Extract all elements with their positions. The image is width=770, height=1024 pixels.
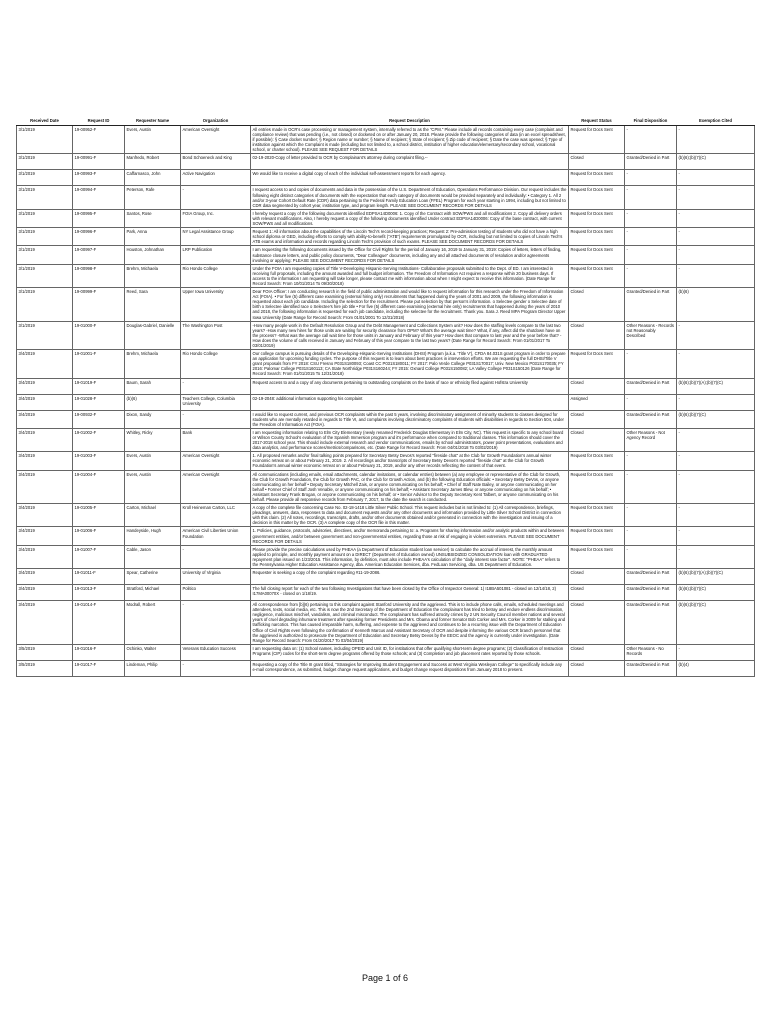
table-row <box>17 660 755 676</box>
cell-final-disposition: Granted/Denied in Part <box>625 569 677 585</box>
cell-requester-name: Handeyside, Hugh <box>125 527 181 545</box>
cell-request-status: Assigned <box>569 394 625 410</box>
table-row <box>17 170 755 186</box>
cell-request-id: 19-01006-F <box>73 527 125 545</box>
cell-request-description: Request 1: All information about the capabilities of the Lincoln Tech's record-keeping practices; Request 2: Pre-admission testing of students who did not have a high school diploma or GED, including efforts to comply with ability-to-benefit ("ATB") requirements promulgated by OCR, including but not limited to copies of Lincoln Tech's ATB exams and information and records regarding Lincoln Tech's provision of such exams. PLEASE SEE DOCUMENT RECORDS FOR DETAILS <box>251 228 569 246</box>
cell-requester-name: Houston, Johnathan <box>125 246 181 264</box>
cell-request-description: Our college campus is pursuing details of the Developing-Hispanic-Serving Institutions (DHSI) Program (a.k.a. 'Title V'), CFDA 84.031S grant program in order to prepare an application for upcoming funding cycles. The purpose of this request is to learn about best practices in intervention efforts. We are requesting the full DHSI/Title V grant proposals from FY 2018: CSU Fresno P031S180093; Coast CC P031S180011; FY 2017: Palo Verde College P031S170017; Univ. New Mexico P031S170035; FY 2016: Palomar College P031S160113; CA State Northridge P031S160244; FY 2015: Oxnard College P031S150082; LA Valley College P031S150126 (Date Range for Record Search: From 01/01/2015 To 12/31/2018) <box>251 350 569 378</box>
cell-exemption-cited: (b)(6) <box>677 288 755 322</box>
cell-organization: American Oversight <box>181 126 251 154</box>
cell-received-date: 3/4/2019 <box>17 452 73 470</box>
cell-requester-name: Spear, Catherine <box>125 569 181 585</box>
cell-received-date: 3/1/2019 <box>17 321 73 349</box>
cell-final-disposition: Granted/Denied in Part <box>625 410 677 428</box>
cell-requester-name: Santos, Rose <box>125 209 181 227</box>
cell-request-id: 19-01016-F <box>73 644 125 660</box>
cell-exemption-cited: - <box>677 264 755 287</box>
cell-organization: Veterans Education Success <box>181 644 251 660</box>
cell-final-disposition: Granted/Denied in Part <box>625 660 677 676</box>
cell-received-date: 3/1/2019 <box>17 209 73 227</box>
table-row <box>17 428 755 451</box>
cell-request-status: Request for Docs Sent <box>569 126 625 154</box>
cell-requester-name: Park, Anna <box>125 228 181 246</box>
cell-request-description: 02-19-2048: additional information supporting his complaint <box>251 394 569 410</box>
cell-received-date: 3/4/2019 <box>17 378 73 394</box>
col-final-disposition: Final Disposition <box>625 100 677 126</box>
cell-requester-name: Peterson, Rafe <box>125 186 181 209</box>
cell-organization: American Oversight <box>181 470 251 504</box>
cell-request-id: 19-01000-F <box>73 321 125 349</box>
cell-request-id: 19-00994-F <box>73 186 125 209</box>
cell-organization: The Washington Post <box>181 321 251 349</box>
cell-request-description: Please provide the precise calculations used by PHEAA (a Department of Education student loan servicer) to calculate the accrual of interest, the monthly amount applied to principle, and monthly payment amount on a DIRECT (Department of Education owned) UNSUBSIDIZED CONSOLIDATION loan with GRADUATED repayment plan issued on 1/23/2015. This information, by definition, must also include PHEAA's calculation of the "daily interest rate factor". NOTE: "PHEAA" refers to the Pennsylvania Higher Education Assistance Agency, dba. American Education Services, dba. FedLoan Servicing, dba. US Department of Education. <box>251 545 569 568</box>
cell-exemption-cited: - <box>677 428 755 451</box>
cell-final-disposition: - <box>625 470 677 504</box>
cell-request-description: All communications (including emails, email attachments, calendar invitations, or calendar entries) between (a) any employee or representative of the Club for Growth, the Club for Growth Foundation, the Club for Growth PAC, or the Club for Growth Action, and (b) the following Education officials: • Secretary Betsy DeVos, or anyone communicating on her behalf • Deputy Secretary Mitchell Zais, or anyone communicating on his behalf; • Chief of Staff Nate Bailey, or anyone communicating on her behalf • Former Chief of Staff Josh Venable, or anyone communicating on his behalf; • Assistant Secretary James Blew, or anyone communicating on his behalf; • Assistant Secretary Frank Brogan, or anyone communicating on his behalf; or • Senior Advisor to the Deputy Secretary Kent Talbert, or anyone communicating on his behalf. Please provide all responsive records from February 7, 2017, to the date the search is conducted. <box>251 470 569 504</box>
cell-request-id: 19-00995-F <box>73 209 125 227</box>
cell-received-date: 3/4/2019 <box>17 428 73 451</box>
cell-exemption-cited: - <box>677 527 755 545</box>
cell-requester-name: Modrall, Robert <box>125 601 181 645</box>
table-row <box>17 186 755 209</box>
cell-received-date: 3/1/2019 <box>17 264 73 287</box>
cell-received-date: 3/1/2019 <box>17 288 73 322</box>
table-row <box>17 321 755 349</box>
cell-final-disposition: Granted/Denied in Part <box>625 378 677 394</box>
foia-log-table <box>16 100 755 677</box>
cell-request-id: 19-01003-F <box>73 452 125 470</box>
cell-exemption-cited: (b)(6);(b)(7)(C) <box>677 154 755 170</box>
cell-requester-name: Carton, Michael <box>125 504 181 527</box>
cell-request-id: 19-00991-F <box>73 154 125 170</box>
cell-request-status: Request for Docs Sent <box>569 527 625 545</box>
table-row <box>17 644 755 660</box>
cell-final-disposition: - <box>625 246 677 264</box>
cell-request-status: Closed <box>569 585 625 601</box>
table-row <box>17 154 755 170</box>
cell-received-date: 3/5/2019 <box>17 660 73 676</box>
cell-organization: Upper Iowa University <box>181 288 251 322</box>
cell-organization: - <box>181 410 251 428</box>
cell-request-description: The full closing report for each of the two following Investigations that have been closed by the Office of Inspector General: 1) I18BA501081 - closed on 12/14/18, 2) I17MA00070X - closed on 1/18/19. <box>251 585 569 601</box>
cell-request-status: Request for Docs Sent <box>569 452 625 470</box>
cell-final-disposition: - <box>625 504 677 527</box>
table-row <box>17 394 755 410</box>
cell-request-id: 19-01013-F <box>73 585 125 601</box>
cell-received-date: 3/1/2019 <box>17 126 73 154</box>
cell-exemption-cited: - <box>677 321 755 349</box>
table-row <box>17 350 755 378</box>
cell-final-disposition: - <box>625 170 677 186</box>
cell-organization: - <box>181 601 251 645</box>
cell-final-disposition: - <box>625 394 677 410</box>
table-row <box>17 209 755 227</box>
cell-requester-name: Ochinko, Walter <box>125 644 181 660</box>
cell-exemption-cited: (b)(6);(b)(7)(A);(b)(7)(C) <box>677 378 755 394</box>
cell-exemption-cited: - <box>677 350 755 378</box>
cell-request-status: Closed <box>569 428 625 451</box>
cell-received-date: 3/1/2019 <box>17 170 73 186</box>
cell-request-id: 19-00993-F <box>73 170 125 186</box>
cell-organization: FOIA Group, Inc. <box>181 209 251 227</box>
cell-request-id: 19-01004-F <box>73 470 125 504</box>
cell-request-id: 19-00999-F <box>73 288 125 322</box>
col-organization: Organization <box>181 100 251 126</box>
cell-organization: American Civil Liberties Union Foundation <box>181 527 251 545</box>
cell-received-date: 3/5/2019 <box>17 644 73 660</box>
cell-requester-name: Evers, Austin <box>125 470 181 504</box>
cell-final-disposition: - <box>625 228 677 246</box>
cell-request-id: 19-01017-F <box>73 660 125 676</box>
cell-final-disposition: Granted/Denied in Part <box>625 601 677 645</box>
cell-exemption-cited: - <box>677 545 755 568</box>
cell-received-date: 3/4/2019 <box>17 394 73 410</box>
cell-request-id: 19-01007-F <box>73 545 125 568</box>
table-row <box>17 288 755 322</box>
cell-request-status: Closed <box>569 154 625 170</box>
cell-organization: Bank <box>181 428 251 451</box>
col-received-date: Received Date <box>17 100 73 126</box>
table-row <box>17 527 755 545</box>
cell-request-description: I would like to request current, and previous OCR complaints within the past 5 years, involving discriminatory assignment of minority students to classes designed for students who are mentally retarded in regards to Title VI, and complaints involving discriminatory complaints of students with disabilities in regards to Section 504, under the Freedom of Information Act (FOIA). <box>251 410 569 428</box>
cell-organization: - <box>181 186 251 209</box>
cell-organization: LRP Publication <box>181 246 251 264</box>
table-row <box>17 264 755 287</box>
cell-received-date: 3/4/2019 <box>17 410 73 428</box>
cell-requester-name: Whitley, Ricky <box>125 428 181 451</box>
cell-received-date: 3/4/2019 <box>17 350 73 378</box>
table-row <box>17 601 755 645</box>
cell-requester-name: Stratford, Michael <box>125 585 181 601</box>
cell-final-disposition: Other Reasons - No Records <box>625 644 677 660</box>
cell-organization: Bond Schoeneck and King <box>181 154 251 170</box>
cell-request-status: Request for Docs Sent <box>569 228 625 246</box>
cell-request-id: 19-00996-F <box>73 228 125 246</box>
cell-request-description: Requester is seeking a copy of the complaint regarding #11-19-2086. <box>251 569 569 585</box>
cell-request-description: I am requesting data on: (1) School names, including OPEID and Unit ID, for institutions that offer qualifying short-term degree programs; (2) Classification of Instruction Programs (CIP) codes for the short-term degree programs offered by those schools; and (3) Completion and job placement rates reported by those schools. <box>251 644 569 660</box>
cell-request-status: Closed <box>569 660 625 676</box>
cell-request-id: 19-01002-F <box>73 428 125 451</box>
cell-request-status: Request for Docs Sent <box>569 504 625 527</box>
cell-received-date: 3/4/2019 <box>17 601 73 645</box>
cell-exemption-cited: (b)(6);(b)(7)(C) <box>677 601 755 645</box>
cell-request-description: A copy of the complete file concerning Case No. 02-18-1418 Little Silver Public School. This request includes but is not limited to: (1) All correspondence, briefings, pleadings, answers, data, responses to data and document requests and/or any other documents and information provided by Little Silver School District in connection with this claim. (2) All notes, recordings, transcripts, drafts, and/or other documents obtained and/or generated in connection with the investigation and issuing of a decision in this matter by the OCR. (3) A complete copy of the OCR file in this matter. <box>251 504 569 527</box>
cell-requester-name: Manfredo, Robert <box>125 154 181 170</box>
cell-requester-name: Evers, Austin <box>125 126 181 154</box>
cell-request-description: I hereby request a copy of the following documents identified EDPSA14D0006: 1. Copy of the Contract with SOW/PWS and all modifications 2. Copy all delivery orders with relevant modifications. Also, I hereby request a copy of the following documents identified Under contract EDPSA14D0006: Copy of the base contract, with current SOW/PWS and all modifications. <box>251 209 569 227</box>
cell-request-id: 19-00952-F <box>73 126 125 154</box>
col-requester-name: Requester Name <box>125 100 181 126</box>
cell-request-id: 19-01001-F <box>73 350 125 378</box>
cell-request-status: Closed <box>569 378 625 394</box>
cell-received-date: 3/4/2019 <box>17 527 73 545</box>
cell-final-disposition: - <box>625 350 677 378</box>
cell-request-description: 1. All proposed remarks and/or final talking points prepared for Secretary Betsy Devos's reported "fireside chat" at the Club for Growth Foundation's annual winter economic retreat on or about February 21, 2019. 2. All recordings and/or transcripts of Secretary Betsy Devos's reported "fireside chat" at the Club for Growth Foundation's annual winter economic retreat on or about February 21, 2019, and/or any other records reflecting the content of that event. <box>251 452 569 470</box>
cell-requester-name: Lindeman, Philip <box>125 660 181 676</box>
cell-final-disposition: - <box>625 452 677 470</box>
foia-log-sheet <box>16 100 754 677</box>
cell-request-description: Under the FOIA I am requesting copies of Title V-Developing Hispanic-Serving Institutions- Collaborative proposals submitted to the Dept. of ED. I am interested in receiving full proposals, including the amount awarded and full budget information. The Freedom of Information Act requires a response within 20 business days. If access to the information I am requesting will take longer, please contact me with information about when I might expect to receive this information. (Date Range for Record Search: From 10/01/2014 To 09/30/2018) <box>251 264 569 287</box>
table-row <box>17 246 755 264</box>
table-row <box>17 470 755 504</box>
cell-exemption-cited: - <box>677 209 755 227</box>
table-row <box>17 504 755 527</box>
cell-request-description: 1. Policies, guidance, protocols, advisories, directives, and/or memoranda pertaining to: a. Programs for sharing information and/or analytic products within and between government entities, and/or between government and non-governmental entities, regarding those at risk of engaging in violent extremism. PLEASE SEE DOCUMENT RECORDS FOR DETAILS <box>251 527 569 545</box>
cell-requester-name: Reed, Sara <box>125 288 181 322</box>
cell-organization: Rio Hondo College <box>181 350 251 378</box>
page-number: Page 1 of 6 <box>361 973 409 983</box>
cell-received-date: 3/4/2019 <box>17 585 73 601</box>
cell-request-id: 19-01014-F <box>73 601 125 645</box>
cell-request-description: All correspondence from [b](6) pertaining to this complaint against Stanford University and the aggrieved. This is to include phone calls, emails, scheduled meetings and attendees, texts, social media, etc. This is now the 2nd Secretary of the Department of Education the complainant has tried to betray and endure endless discrimination, negligence, malicious mischief, vandalism, and criminal misconduct. The complainant has suffered atrocity crimes by 2 UN Security Council member nations and several years of cruel degrading inhumane treatment after speaking former Presidents and Mrs. Obama and former Senator Bob Corker and Mrs. Corker in 2009 for stalking and trafficking narcotics. This has caused irreparable harm, suffering, and expense to the aggrieved and continues to be a recurring issue with the Department of Education Office of Civil Rights even following the confirmation of Kenneth Marcus and Assistant Secretary of OCR and despite informing the various OCR branch personnel that the aggrieved is authorized to prosecute the Department of Education and Secretary Betsy Devos by the EEOC and the agency is currently under investigation. (Date Range for Record Search: From 01/20/2017 To 03/04/2019) <box>251 601 569 645</box>
cell-request-status: Request for Docs Sent <box>569 246 625 264</box>
cell-organization: - <box>181 378 251 394</box>
cell-received-date: 3/1/2019 <box>17 154 73 170</box>
cell-request-status: Closed <box>569 569 625 585</box>
cell-received-date: 3/4/2019 <box>17 545 73 568</box>
cell-request-status: Request for Docs Sent <box>569 545 625 568</box>
cell-final-disposition: - <box>625 527 677 545</box>
cell-received-date: 3/1/2019 <box>17 228 73 246</box>
cell-final-disposition: Other Reasons - Not Agency Record <box>625 428 677 451</box>
cell-exemption-cited: - <box>677 126 755 154</box>
cell-request-id: 19-01005-F <box>73 504 125 527</box>
cell-exemption-cited: - <box>677 186 755 209</box>
cell-organization: - <box>181 545 251 568</box>
table-body <box>17 126 755 677</box>
table-row <box>17 545 755 568</box>
cell-final-disposition: Granted/Denied in Part <box>625 288 677 322</box>
header-row <box>17 100 755 126</box>
cell-exemption-cited: - <box>677 170 755 186</box>
cell-exemption-cited: (b)(6);(b)(7)(C) <box>677 410 755 428</box>
cell-request-status: Closed <box>569 288 625 322</box>
cell-received-date: 3/4/2019 <box>17 470 73 504</box>
cell-received-date: 3/4/2019 <box>17 569 73 585</box>
col-request-id: Request ID <box>73 100 125 126</box>
table-row <box>17 126 755 154</box>
cell-request-status: Request for Docs Sent <box>569 170 625 186</box>
cell-received-date: 3/1/2019 <box>17 186 73 209</box>
cell-requester-name: Evers, Austin <box>125 452 181 470</box>
cell-request-description: I am requesting the following documents issued by the Office for Civil Rights for the period of January 16, 2019 to January 31, 2019: Copies of letters, letters of finding, substance closure letters, and public policy documents, "Dear Colleague" documents, including any and all attached documents of resolution and/or agreements involving or applying: PLEASE SEE DOCUMENT RECORDS FOR DETAILS <box>251 246 569 264</box>
table-row <box>17 452 755 470</box>
cell-organization: Rio Hondo College <box>181 264 251 287</box>
cell-requester-name: Cable, Jason <box>125 545 181 568</box>
cell-final-disposition: - <box>625 545 677 568</box>
cell-final-disposition: - <box>625 264 677 287</box>
cell-exemption-cited: - <box>677 644 755 660</box>
cell-exemption-cited: - <box>677 452 755 470</box>
cell-request-status: Closed <box>569 321 625 349</box>
cell-request-description: I request access to and copies of documents and data in the possession of the U.S. Department of Education, Operations Performance Division. Our request includes the following eight distinct categories of documents with the expectation that each category of documents would be provided separately and individually: • Category 1. All 2 and/or 3-year Cohort Default Rate (CDR) data pertaining to the Federal Family Education Loan (FFEL) Program for each year starting in 1994, including but not limited to CDR data segmented by cohort year, institution type, and program length. PLEASE SEE DOCUMENT RECORDS FOR DETAILS <box>252 187 567 208</box>
cell-organization: Active Navigation <box>181 170 251 186</box>
cell-request-description: Request access to and a copy of any documents pertaining to outstanding complaints on the basis of race or ethnicity filed against Hofstra University <box>251 378 569 394</box>
table-row <box>17 378 755 394</box>
cell-received-date: 3/1/2019 <box>17 246 73 264</box>
cell-final-disposition: - <box>625 186 677 209</box>
table-row <box>17 585 755 601</box>
table-row <box>17 228 755 246</box>
col-request-status: Request Status <box>569 100 625 126</box>
cell-request-status: Request for Docs Sent <box>569 470 625 504</box>
cell-request-status: Request for Docs Sent <box>569 186 625 209</box>
cell-exemption-cited: (b)(6);(b)(7)(C) <box>677 585 755 601</box>
cell-exemption-cited: - <box>677 504 755 527</box>
cell-exemption-cited: (b)(4) <box>677 660 755 676</box>
cell-request-status: Closed <box>569 410 625 428</box>
cell-requester-name: Baum, Sarah <box>125 378 181 394</box>
cell-organization: American Oversight <box>181 452 251 470</box>
cell-exemption-cited: - <box>677 394 755 410</box>
cell-request-status: Closed <box>569 644 625 660</box>
cell-requester-name: Brehm, Michaela <box>125 264 181 287</box>
cell-request-id: 19-00932-F <box>73 410 125 428</box>
cell-final-disposition: - <box>625 209 677 227</box>
cell-final-disposition: Other Reasons - Records not Reasonably Described <box>625 321 677 349</box>
cell-requester-name: Brehm, Michaela <box>125 350 181 378</box>
cell-final-disposition: Granted/Denied in Part <box>625 154 677 170</box>
col-request-description: Request Description <box>251 100 569 126</box>
cell-organization: Kroll Heineman Carton, LLC <box>181 504 251 527</box>
cell-request-status: Request for Docs Sent <box>569 350 625 378</box>
cell-organization: - <box>181 660 251 676</box>
cell-exemption-cited: (b)(6);(b)(7)(A);(b)(7)(C) <box>677 569 755 585</box>
cell-request-status: Request for Docs Sent <box>569 264 625 287</box>
cell-request-status: Closed <box>569 601 625 645</box>
cell-requester-name: Douglas-Gabriel, Danielle <box>125 321 181 349</box>
cell-request-description: Requesting a copy of the Title III grant titled, "Strategies for Improving Student Engagement and Success at West Virginia Wesleyan College" to specifically include any e-mail correspondence, as submitted, budget change request applications, and budget change request dispositions from January 2018 to present. <box>251 660 569 676</box>
cell-request-description: Dear FOIA Officer: I am conducting research in the field of public administration and would like to request information for this research under the Freedom of Information Act (FOIA). • For five (5) different case examining (external hiring only) recruitments that happened during the years of 2001 and 2009, the following information is requested about each job candidate. Including the selection for the recruitment. Please put selection by that person's information. o Selectee gender o Selectee date of birth o Selectee identified race o Selectee's hire job title • For five (5) different case examining (external hire only) recruitments that happened during the years of 2010 and 2018, the following information is requested for each job candidate, including the selectee for the recruitment. Thank you. Sara J. Reed MPA Program Director Upper Iowa University (Date Range for Record Search: From 01/01/2001 To 12/31/2018) <box>251 288 569 322</box>
cell-request-description: I am requesting information relating to Elm City Elementary (newly renamed Frederick Douglas Elementary in Elm City, NC). This request is specific to any school board or Wilson County School's evaluation of the Spanish Immersion program and it's performance when compared to traditional classes. This information should cover the 2017-2018 school year. This should include external research and vendor communications, emails by school administrators, power point presentations, evaluations and data analytics, and performance scores/metrics/comparisons, etc. (Date Range for Record Search: From 04/01/2018 To 03/02/2019) <box>251 428 569 451</box>
cell-exemption-cited: - <box>677 228 755 246</box>
cell-request-id: 19-01028-F <box>73 394 125 410</box>
cell-request-description: All entries made in OCR's case processing or management system, internally referred to as the "CPM." Please include all records containing every case (complaint and compliance review) that was pending (i.e., not closed) or docketed on or after January 20, 2018. Please provide the following categories of data (in an excel spreadsheet, if possible): § Case docket number; § Region name or number; § Name of recipient; § State of recipient; § Zip code of recipient; § Date the case was opened; § Type of institution against which the Complaint is made (including but not limited to, a school district, institution of higher education/elementary/secondary school, vocational school, or charter school). PLEASE SEE REQUEST FOR DETAILS <box>251 126 569 154</box>
cell-request-id: 19-01011-F <box>73 569 125 585</box>
cell-request-id: 19-00998-F <box>73 264 125 287</box>
cell-organization: NY Legal Assistance Group <box>181 228 251 246</box>
cell-requester-name: Dixon, Sandy <box>125 410 181 428</box>
cell-request-id: 19-01019-F <box>73 378 125 394</box>
cell-exemption-cited: - <box>677 246 755 264</box>
cell-organization: Politico <box>181 585 251 601</box>
cell-request-description: 02-19-2020-Copy of letter provided to OCR by Complainant's attorney during complaint filing.-- <box>251 154 569 170</box>
cell-request-id: 19-00997-F <box>73 246 125 264</box>
cell-final-disposition: - <box>625 126 677 154</box>
cell-received-date: 3/4/2019 <box>17 504 73 527</box>
cell-requester-name: Caffarnasco, John <box>125 170 181 186</box>
cell-organization: University of Virginia <box>181 569 251 585</box>
cell-requester-name: (b)(6) <box>125 394 181 410</box>
cell-exemption-cited: - <box>677 470 755 504</box>
cell-request-description: -How many people work in the Default Resolution Group and the Debt Management and Collections System unit? How does the staffing levels compare to the last two years? -How many new hires for those units are waiting for security clearance from OPM? What's the average wait time? What, if any, affect did the shutdown have on the process? -What was the average call wait time for those units in January and February of this year? How does that compare to last year and the year before that? -How does the volume of calls received in January and February of this year compare to the last two years? (Date Range for Record Search: From 01/01/2017 To 03/01/2019) <box>251 321 569 349</box>
table-row <box>17 569 755 585</box>
col-exemption-cited: Exemption Cited <box>677 100 755 126</box>
cell-request-description: We would like to receive a digital copy of each of the individual self-assessment reports for each agency. <box>251 170 569 186</box>
cell-final-disposition: Granted/Denied in Part <box>625 585 677 601</box>
table-row <box>17 410 755 428</box>
cell-organization: Teachers College, Columbia University <box>181 394 251 410</box>
cell-request-status: Request for Docs Sent <box>569 209 625 227</box>
